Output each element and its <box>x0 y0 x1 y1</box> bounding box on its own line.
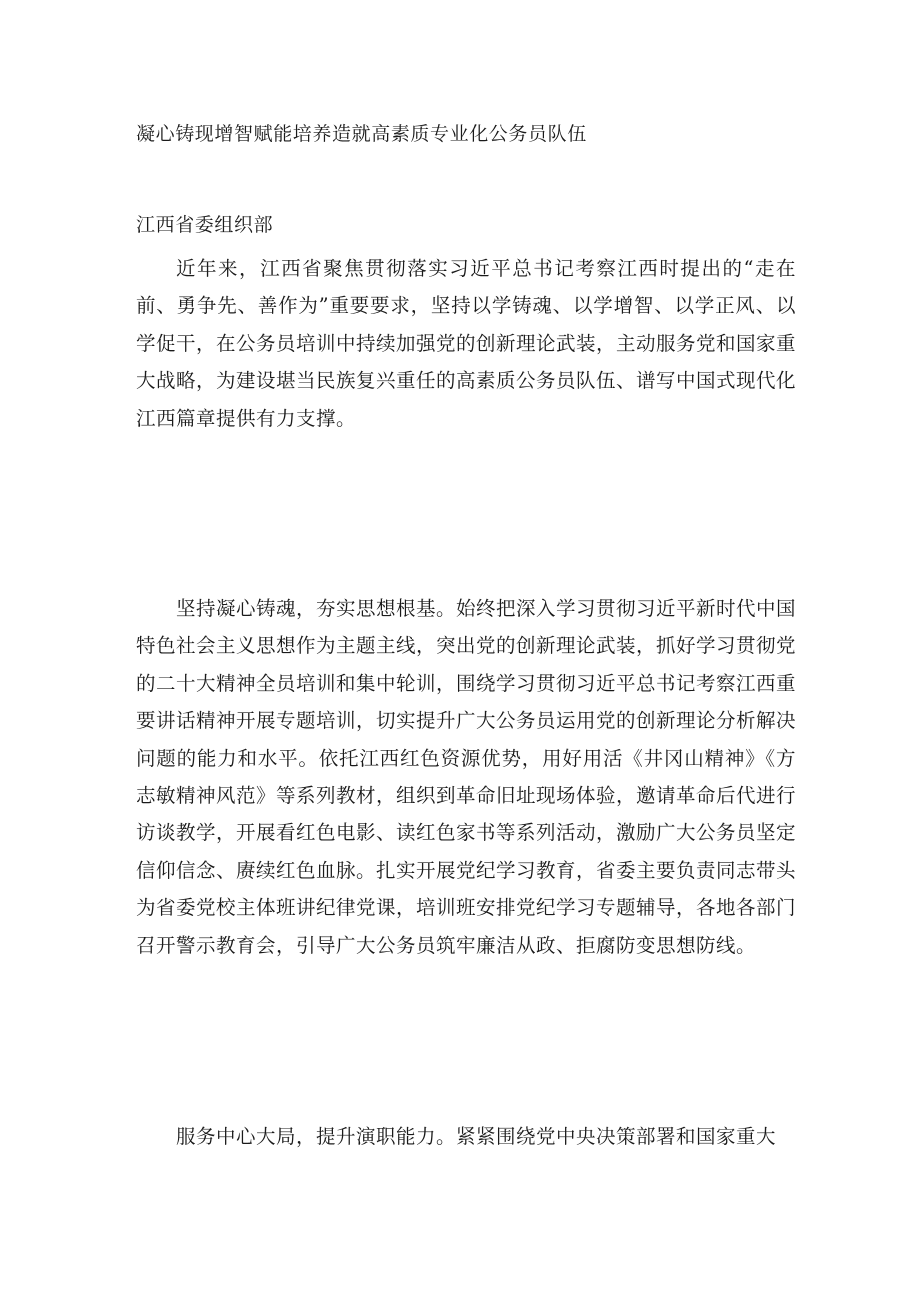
paragraph-intro: 近年来，江西省聚焦贯彻落实习近平总书记考察江西时提出的“走在前、勇争先、善作为”重要要求，坚持以学铸魂、以学增智、以学正风、以学促干，在公务员培训中持续加强党的创新理论武装，主动服务党和国家重大战略，为建设堪当民族复兴重任的高素质公务员队伍、谱写中国式现代化江西篇章提供有力支撑。 <box>136 257 797 430</box>
paragraph-ideology: 坚持凝心铸魂，夯实思想根基。始终把深入学习贯彻习近平新时代中国特色社会主义思想作为主题主线，突出党的创新理论武装，抓好学习贯彻党的二十大精神全员培训和集中轮训，围绕学习贯彻习近平总书记考察江西重要讲话精神开展专题培训，切实提升广大公务员运用党的创新理论分析解决问题的能力和水平。依托江西红色资源优势，用好用活《井冈山精神》《方志敏精神风范》等系列教材，组织到革命旧址现场体验，邀请革命后代进行访谈教学，开展看红色电影、读红色家书等系列活动，激励广大公务员坚定信仰信念、赓续红色血脉。扎实开展党纪学习教育，省委主要负责同志带头为省委党校主体班讲纪律党课，培训班安排党纪学习专题辅导，各地各部门召开警示教育会，引导广大公务员筑牢廉洁从政、拒腐防变思想防线。 <box>136 597 797 957</box>
document-author: 江西省委组织部 <box>136 214 274 236</box>
document-title: 凝心铸现增智赋能培养造就高素质专业化公务员队伍 <box>136 123 587 145</box>
paragraph-service: 服务中心大局，提升演职能力。紧紧围绕党中央决策部署和国家重大 <box>176 1125 777 1148</box>
